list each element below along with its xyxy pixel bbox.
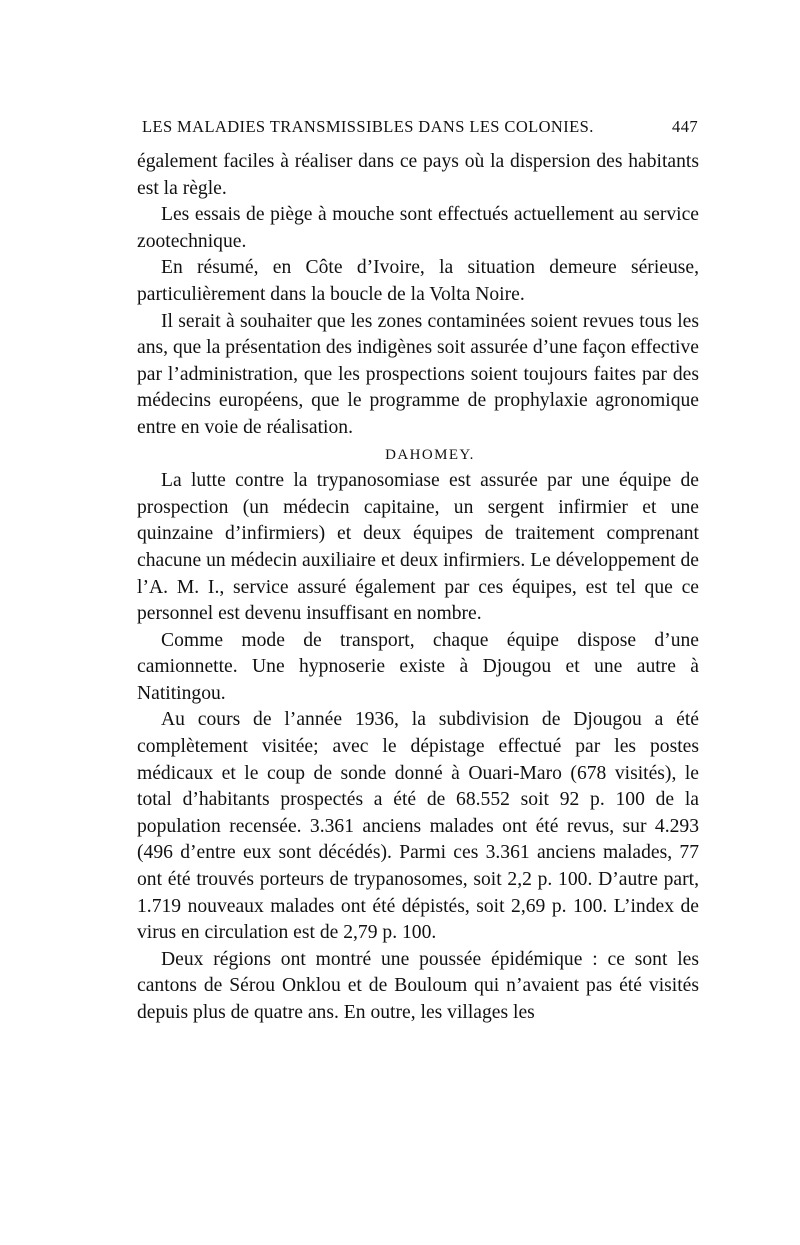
paragraph: Comme mode de transport, chaque équipe dispose d’une camionnette. Une hypnoserie existe à Djougou et une autre à Natitingou. [137,629,699,704]
page-number: 447 [672,117,698,136]
paragraph: La lutte contre la trypanosomiase est assurée par une équipe de prospection (un médecin capitaine, un sergent infirmier et une quinzaine d’infirmiers) et deux équipes de traitement comprenant chacune un médecin auxiliaire et deux infirmiers. Le développement de l’A. M. I., service assuré également par ces équipes, est tel que ce personnel est devenu insuffisant en nombre. [137,470,699,625]
paragraph: Deux régions ont montré une poussée épidémique : ce sont les cantons de Sérou Onklou et de Bouloum qui n’avaient pas été visités depuis plus de quatre ans. En outre, les villages les [137,948,699,1023]
section-heading: DAHOMEY. [385,446,475,463]
paragraph: En résumé, en Côte d’Ivoire, la situation demeure sérieuse, particulièrement dans la boucle de la Volta Noire. [137,257,699,305]
paragraph: également faciles à réaliser dans ce pays où la dispersion des habitants est la règle. [137,151,699,199]
body-text [137,149,699,1027]
paragraph: Les essais de piège à mouche sont effectués actuellement au service zootechnique. [137,204,699,252]
running-head-title: LES MALADIES TRANSMISSIBLES DANS LES COLONIES. [142,117,594,136]
paragraph: Il serait à souhaiter que les zones contaminées soient revues tous les ans, que la présentation des indigènes soit assurée d’une façon effective par l’administration, que les prospections soient toujours faites par des médecins européens, que le programme de prophylaxie agronomique entre en voie de réalisation. [137,310,699,438]
running-head [142,117,698,141]
paragraph: Au cours de l’année 1936, la subdivision de Djougou a été complètement visitée; avec le dépistage effectué par les postes médicaux et le coup de sonde donné à Ouari-Maro (678 visités), le total d’habitants prospectés a été de 68.552 soit 92 p. 100 de la population recensée. 3.361 anciens malades ont été revus, sur 4.293 (496 d’entre eux sont décédés). Parmi ces 3.361 anciens malades, 77 ont été trouvés porteurs de trypanosomes, soit 2,2 p. 100. D’autre part, 1.719 nouveaux malades ont été dépistés, soit 2,69 p. 100. L’index de virus en circulation est de 2,79 p. 100. [137,709,699,944]
